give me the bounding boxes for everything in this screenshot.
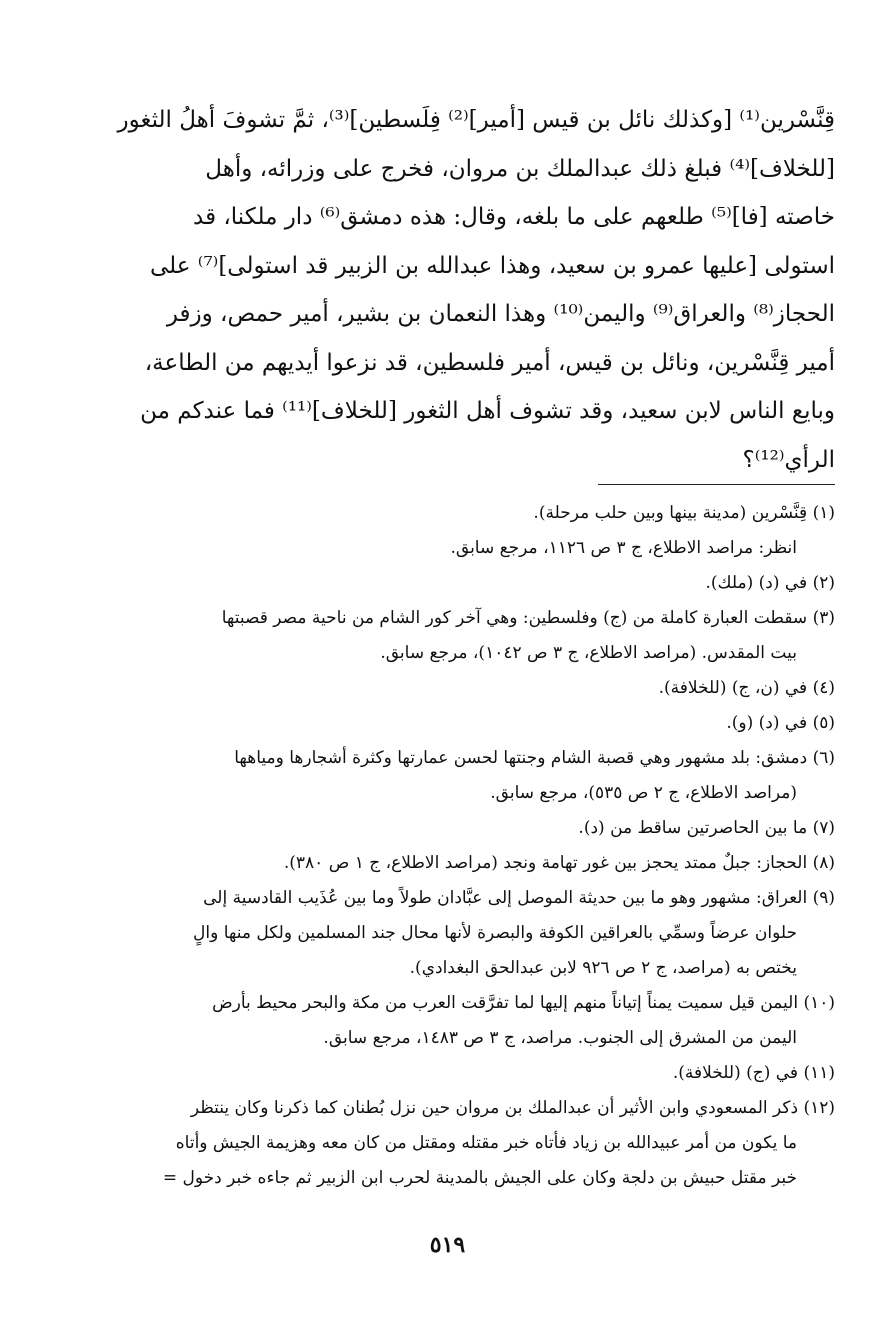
main-text-line: [للخلاف]⁽⁴⁾ فبلغ ذلك عبدالملك بن مروان، فخرج على وزرائه، وأهل — [205, 155, 835, 182]
page-number: ٥١٩ — [429, 1232, 466, 1258]
main-text-line: وبايع الناس لابن سعيد، وقد تشوف أهل الثغور [للخلاف]⁽¹¹⁾ فما عندكم من — [140, 398, 835, 424]
footnote-line: (١١) في (ج) (للخلافة). — [672, 1063, 835, 1083]
footnote-continuation-line: اليمن من المشرق إلى الجنوب. مراصد، ج ٣ ص ١٤٨٣، مرجع سابق. — [323, 1028, 797, 1048]
footnote-continuation-line: يختص به (مراصد، ج ٢ ص ٩٢٦ لابن عبدالحق البغدادي). — [409, 958, 797, 978]
main-text-line: الرأي⁽¹²⁾؟ — [742, 446, 835, 473]
footnote-line: (٧) ما بين الحاصرتين ساقط من (د). — [578, 818, 835, 838]
main-text-line: قِنَّسْرين⁽¹⁾ [وكذلك نائل بن قيس [أمير]⁽²⁾ فِلَسطين]⁽³⁾، ثمَّ تشوفَ أهلُ الثغور — [117, 107, 835, 133]
footnote-line: (١٢) ذكر المسعودي وابن الأثير أن عبدالملك بن مروان حين نزل بُطنان كما ذكرنا وكان ينتظر — [190, 1098, 835, 1118]
footnote-line: (٤) في (ن، ج) (للخلافة). — [658, 678, 835, 698]
footnote-line: (٥) في (د) (و). — [726, 713, 835, 733]
footnote-continuation-line: انظر: مراصد الاطلاع، ج ٣ ص ١١٢٦، مرجع سابق. — [450, 538, 797, 558]
footnote-line: (١٠) اليمن قيل سميت يمناً إتياناً منهم إليها لما تفرَّقت العرب من مكة والبحر محيط بأرض — [212, 993, 835, 1013]
main-text-line: خاصته [فا]⁽⁵⁾ طلعهم على ما بلغه، وقال: هذه دمشق⁽⁶⁾ دار ملكنا، قد — [193, 204, 835, 230]
footnote-line: (٩) العراق: مشهور وهو ما بين حديثة الموصل إلى عبَّادان طولاً وما بين عُذَيب القادسية إلى — [203, 888, 835, 908]
footnote-line: (١) قِنَّسْرين (مدينة بينها وبين حلب مرحلة). — [533, 503, 835, 523]
footnote-line: (٣) سقطت العبارة كاملة من (ج) وفلسطين: وهي آخر كور الشام من ناحية مصر قصبتها — [221, 608, 835, 628]
footnote-continuation-line: (مراصد الاطلاع، ج ٢ ص ٥٣٥)، مرجع سابق. — [490, 783, 797, 803]
footnote-continuation-line: حلوان عرضاً وسمِّي بالعراقين الكوفة والبصرة لأنها محال جند المسلمين ولكل منها والٍ — [193, 923, 797, 943]
main-body-text — [95, 96, 835, 484]
footnote-continuation-line: ما يكون من أمر عبيدالله بن زياد فأتاه خبر مقتله ومقتل من كان معه وهزيمة الجيش وأتاه — [175, 1133, 797, 1153]
footnote-line: (٨) الحجاز: جبلٌ ممتد يحجز بين غور تهامة ونجد (مراصد الاطلاع، ج ١ ص ٣٨٠). — [283, 853, 835, 873]
footnote-continuation-line: بيت المقدس. (مراصد الاطلاع، ج ٣ ص ١٠٤٢)، مرجع سابق. — [380, 643, 797, 663]
footnote-line: (٢) في (د) (ملك). — [705, 573, 835, 593]
main-text-line: أمير قِنَّسْرين، ونائل بن قيس، أمير فلسطين، قد نزعوا أيديهم من الطاعة، — [144, 349, 835, 376]
footnote-continuation-line: خبر مقتل حبيش بن دلجة وكان على الجيش بالمدينة لحرب ابن الزبير ثم جاءه خبر دخول = — [162, 1168, 797, 1188]
main-text-line: استولى [عليها عمرو بن سعيد، وهذا عبدالله بن الزبير قد استولى]⁽⁷⁾ على — [149, 252, 835, 279]
footnote-line: (٦) دمشق: بلد مشهور وهي قصبة الشام وجنتها لحسن عمارتها وكثرة أشجارها ومياهها — [234, 748, 835, 768]
main-text-line: الحجاز⁽⁸⁾ والعراق⁽⁹⁾ واليمن⁽¹⁰⁾ وهذا النعمان بن بشير، أمير حمص، وزفر — [166, 301, 835, 327]
footnotes-section — [75, 496, 835, 1196]
footnote-separator-rule — [598, 484, 835, 485]
